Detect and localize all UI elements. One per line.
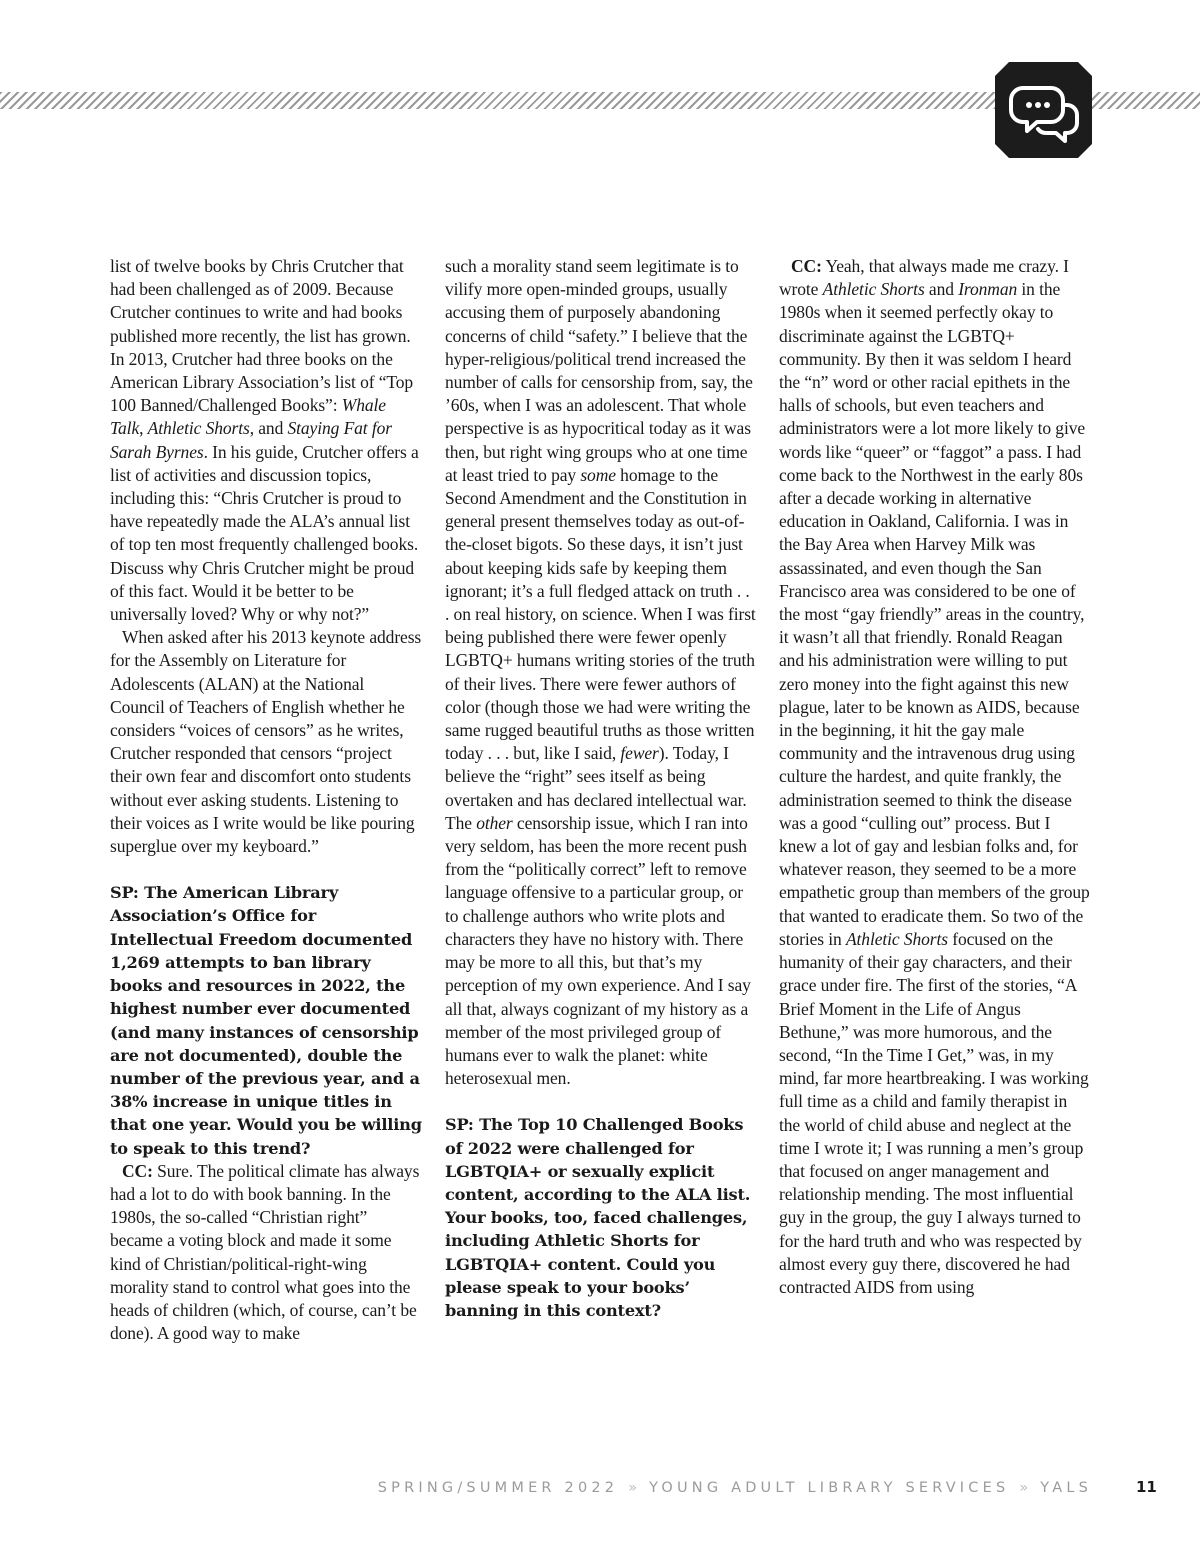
interview-question: SP: The Top 10 Challenged Books of 2022 were challenged for LGBTQIA+ or sexually explicit content, according to the ALA list. Your books, too, faced challenges, including Athletic Shorts for LGBTQIA+ content. Could you please speak to your books’ banning in this context?: [445, 1115, 751, 1320]
page-number: 11: [1136, 1478, 1157, 1496]
speech-bubbles-icon: [995, 62, 1092, 158]
book-title: Ironman: [958, 279, 1018, 300]
paragraph: [110, 255, 422, 626]
body-text: Yeah, that always made me crazy. I wrote: [779, 256, 1069, 300]
body-text: homage to the Second Amendment and the Constitution in general present themselves today as out-of-the-closet bigots. So these days, it isn’t just about keeping kids safe by keeping them ignorant; it’s a full fledged attack on truth . . . on real history, on science. When I was first being published there were fewer openly LGBTQ+ humans writing stories of the truth of their lives. There were fewer authors of color (though those we had were writing the same rugged beautiful truths as those written today . . . but, like I said,: [445, 464, 756, 764]
footer-journal: YOUNG ADULT LIBRARY SERVICES: [649, 1480, 1010, 1496]
body-text: in the 1980s when it seemed perfectly okay to discriminate against the LGBTQ+ community. By then it was seldom I heard the “n” word or other racial epithets in the halls of schools, but even teachers and administrators were a lot more likely to give words like “queer” or “faggot” a pass. I had come back to the Northwest in the early 80s after a decade working in alternative education in Oakland, California. I was in the Bay Area when Harvey Milk was assassinated, and even though the San Francisco area was considered to be one of the most “gay friendly” areas in the country, it wasn’t all that friendly. Ronald Reagan and his administration were willing to put zero money into the fight against this new plague, later to be known as AIDS, because in the beginning, it hit the gay male community and the intravenous drug using culture the hardest, and quite frankly, the administration seemed to think the disease was a good “culling out” process. But I knew a lot of gay and lesbian folks and, for whatever reason, they seemed to be a more empathetic group than members of the group that wanted to eradicate them. So two of the stories in: [779, 279, 1090, 949]
paragraph: [445, 255, 757, 1090]
book-title: Whale Talk: [110, 395, 386, 439]
book-title: Athletic Shorts: [845, 928, 948, 949]
emphasis: some: [580, 464, 616, 485]
body-text: and: [924, 279, 959, 300]
text-column-2: [445, 255, 757, 1322]
text-column-3: [779, 255, 1091, 1299]
text-column-1: [110, 255, 422, 1345]
book-title: Athletic Shorts: [822, 279, 925, 300]
decorative-hatch-band-left: [0, 92, 1000, 109]
speaker-label: CC:: [791, 256, 822, 276]
interview-badge: [995, 62, 1092, 158]
footer-separator: »: [1019, 1480, 1031, 1496]
emphasis: other: [476, 812, 513, 833]
interview-answer: [110, 1160, 422, 1346]
footer-separator: »: [628, 1480, 640, 1496]
body-text: Sure. The political climate has always had a lot to do with book banning. In the 1980s, the so-called “Christian right” became a voting block and made it some kind of Christian/political-right-wing morality stand to control what goes into the heads of children (which, of course, can’t be done). A good way to make: [110, 1160, 420, 1344]
running-footer: [0, 1480, 1092, 1496]
speaker-label: CC:: [122, 1160, 153, 1181]
body-text: list of twelve books by Chris Crutcher that had been challenged as of 2009. Because Crutcher continues to write and had books published more recently, the list has grown. In 2013, Crutcher had three books on the American Library Association’s list of “Top 100 Banned/Challenged Books”:: [110, 256, 414, 416]
footer-abbr: YALS: [1040, 1480, 1092, 1496]
body-text: . In his guide, Crutcher offers a list of activities and discussion topics, including this: “Chris Crutcher is proud to have repeatedly made the ALA’s annual list of top ten most frequently challenged books. Discuss why Chris Crutcher might be proud of this fact. Would it be better to be universally loved? Why or why not?”: [110, 441, 419, 625]
emphasis: fewer: [620, 743, 659, 764]
decorative-hatch-band-right: [1090, 92, 1200, 109]
interview-question: SP: The American Library Association’s Office for Intellectual Freedom documented 1,269 attempts to ban library books and resources in 2022, the highest number ever documented (and many instances of censorship are not documented), double the number of the previous year, and a 38% increase in unique titles in that one year. Would you be willing to speak to this trend?: [110, 883, 422, 1158]
body-text: , and: [249, 418, 288, 439]
book-title: Staying Fat for Sarah Byrnes: [110, 418, 392, 462]
body-text: ,: [139, 418, 148, 439]
interview-answer: [779, 255, 1091, 1299]
paragraph: When asked after his 2013 keynote address for the Assembly on Literature for Adolescents (ALAN) at the National Council of Teachers of English whether he considers “voices of censors” as he writes, Crutcher responded that censors “project their own fear and discomfort onto students without ever asking students. Listening to their voices as I write would be like pouring superglue over my keyboard.”: [110, 627, 422, 857]
footer-season: SPRING/SUMMER 2022: [377, 1480, 619, 1496]
body-text: censorship issue, which I ran into very seldom, has been the more recent push from the “politically correct” left to remove language offensive to a particular group, or to challenge authors who write plots and characters they have no history with. There may be more to all this, but that’s my perception of my own experience. And I say all that, always cognizant of my history as a member of the most privileged group of humans ever to walk the planet: white heterosexual men.: [445, 812, 751, 1089]
body-text: such a morality stand seem legitimate is to vilify more open-minded groups, usually accusing them of purposely abandoning concerns of child “safety.” I believe that the hyper-religious/political trend increased the number of calls for censorship from, say, the ’60s, when I was an adolescent. That whole perspective is as hypocritical today as it was then, but right wing groups who at one time at least tried to pay: [445, 256, 753, 485]
body-text: focused on the humanity of their gay characters, and their grace under fire. The first of the stories, “A Brief Moment in the Life of Angus Bethune,” was more humorous, and the second, “In the Time I Get,” was, in my mind, far more heartbreaking. I was working full time as a child and family therapist in the world of child abuse and neglect at the time I wrote it; I was running a men’s group that focused on anger management and relationship mending. The most influential guy in the group, the guy I always turned to for the hard truth and who was respected by almost every guy there, discovered he had contracted AIDS from using: [779, 928, 1089, 1297]
book-title: Athletic Shorts: [147, 418, 250, 439]
body-text: ). Today, I believe the “right” sees itself as being overtaken and has declared intellectual war. The: [445, 743, 747, 833]
